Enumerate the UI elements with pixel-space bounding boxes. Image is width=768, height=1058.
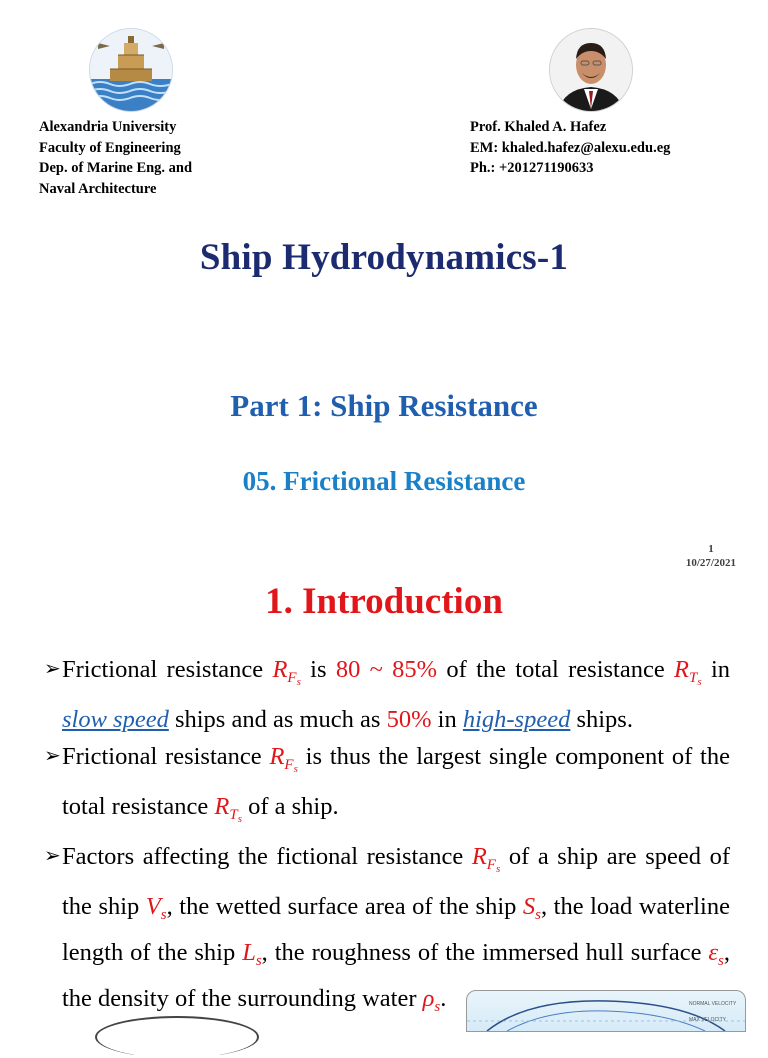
university-logo [89, 28, 173, 112]
slow-speed-link[interactable]: slow speed [62, 706, 169, 733]
hull-outline-image [95, 1016, 259, 1058]
professor-photo [549, 28, 633, 112]
symbol-rho: $\rho_s$ [422, 985, 441, 1015]
symbol-rts: $R_{T_s}$ [674, 656, 702, 688]
professor-info [470, 117, 670, 179]
percentage-value: 80 ~ 85% [335, 656, 438, 683]
slide-body [44, 651, 730, 1026]
symbol-ls: $L_s$ [242, 939, 262, 969]
symbol-ss: $S_s$ [522, 893, 542, 923]
university-name: Alexandria University [39, 119, 177, 135]
person-portrait-icon [550, 29, 632, 111]
bullet-item: ➢ Frictional resistance $R_{F_s}$ is 80 ~ 85% of the total resistance $R_{T_s}$ in slow speed ships and as much as 50% in high-speed ships. [44, 651, 730, 738]
bullet-item: ➢ Frictional resistance $R_{F_s}$ is thus the largest single component of the total resistance $R_{T_s}$ of a ship. [44, 738, 730, 838]
arrow-bullet-icon: ➢ [44, 845, 61, 867]
faculty-name: Faculty of Engineering [39, 139, 181, 156]
lecture-title: 05. Frictional Resistance [242, 466, 526, 496]
arrow-bullet-icon: ➢ [44, 745, 61, 767]
figure-label: NORMAL VELOCITY [689, 1001, 737, 1007]
section-title: 1. Introduction [265, 581, 503, 622]
high-speed-link[interactable]: high-speed [462, 706, 571, 733]
slide-number: 1 [708, 543, 714, 555]
department-name-line2: Naval Architecture [39, 180, 157, 197]
arrow-bullet-icon: ➢ [44, 658, 61, 680]
symbol-rts: $R_{T_s}$ [214, 793, 242, 825]
university-info [39, 117, 192, 199]
slide-footer [686, 542, 736, 570]
part-title: Part 1: Ship Resistance [230, 388, 538, 423]
symbol-rfs: $R_{F_s}$ [269, 743, 298, 775]
streamline-icon [467, 991, 745, 1031]
symbol-rfs: $R_{F_s}$ [471, 843, 501, 875]
figure-label: MAX VELOCITY [689, 1017, 726, 1023]
professor-phone: Ph.: +201271190633 [470, 160, 594, 176]
bullet-item: ➢ Factors affecting the fictional resistance $R_{F_s}$ of a ship are speed of the ship $V_s$, the wetted surface area of the ship $S_s$, the load waterline length of the ship $L_s$, the roughness of the immersed hull surface $\varepsilon_s$, the density of the surrounding water $\rho_s$. [44, 838, 730, 1026]
symbol-rfs: $R_{F_s}$ [272, 656, 301, 688]
slide-date: 10/27/2021 [685, 557, 736, 569]
lighthouse-emblem-icon [90, 29, 172, 111]
department-name-line1: Dep. of Marine Eng. and [39, 160, 193, 176]
symbol-eps: $\varepsilon_s$ [708, 939, 724, 969]
flow-diagram-image [466, 990, 746, 1032]
percentage-value: 50% [386, 706, 432, 733]
symbol-vs: $V_s$ [145, 893, 167, 923]
professor-name: Prof. Khaled A. Hafez [470, 119, 607, 135]
course-title: Ship Hydrodynamics-1 [199, 237, 569, 278]
professor-email: EM: khaled.hafez@alexu.edu.eg [470, 139, 671, 156]
